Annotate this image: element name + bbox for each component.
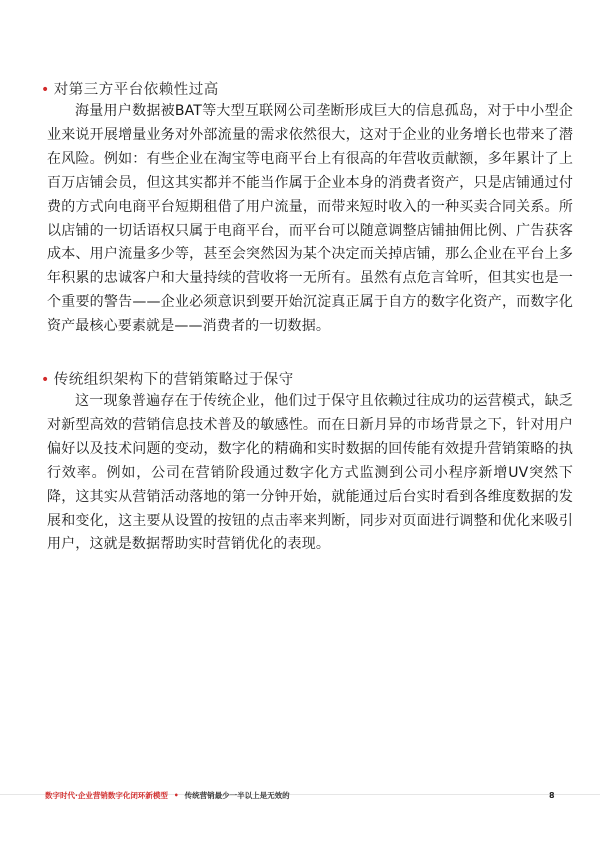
section-heading-platform-dependence (41, 80, 219, 100)
page-number: 8 (549, 791, 555, 800)
section-heading-conservative-marketing (41, 370, 294, 390)
section-paragraph-conservative-marketing: 这一现象普遍存在于传统企业，他们过于保守且依赖过往成功的运营模式，缺乏对新型高效的营销信息技术普及的敏感性。而在日新月异的市场背景之下，针对用户偏好以及技术问题的变动，数字化的精确和实时数据的回传能有效提升营销策略的执行效率。例如，公司在营销阶段通过数字化方式监测到公司小程序新增UV突然下降，这其实从营销活动落地的第一分钟开始，就能通过后台实时看到各维度数据的发展和变化，这主要从设置的按钮的点击率来判断，同步对页面进行调整和优化来吸引用户，这就是数据帮助实时营销优化的表现。 (47, 393, 573, 553)
bullet-icon: • (41, 82, 50, 98)
bullet-icon: • (41, 372, 50, 388)
section-heading-text: 传统组织架构下的营销策略过于保守 (53, 372, 294, 388)
footer-book-title: 数字时代·企业营销数字化闭环新模型 (45, 791, 168, 800)
section-paragraph-platform-dependence: 海量用户数据被BAT等大型互联网公司垄断形成巨大的信息孤岛，对于中小型企业来说开展增量业务对外部流量的需求依然很大，这对于企业的业务增长也带来了潜在风险。例如：有些企业在淘宝等电商平台上有很高的年营收贡献额，多年累计了上百万店铺会员，但这其实都并不能当作属于企业本身的消费者资产，只是店铺通过付费的方式向电商平台短期租借了用户流量，而带来短时收入的一种买卖合同关系。所以店铺的一切话语权只属于电商平台，而平台可以随意调整店铺抽佣比例、广告获客成本、用户流量多少等，甚至会突然因为某个决定而关掉店铺，那么企业在平台上多年积累的忠诚客户和大量持续的营收将一无所有。虽然有点危言耸听，但其实也是一个重要的警告——企业必须意识到要开始沉淀真正属于自方的数字化资产，而数字化资产最核心要素就是——消费者的一切数据。 (47, 103, 573, 335)
page-footer (45, 790, 290, 802)
section-heading-text: 对第三方平台依赖性过高 (53, 82, 219, 98)
footer-chapter-title: 传统营销最少一半以上是无效的 (184, 791, 290, 800)
footer-separator: • (173, 791, 179, 800)
